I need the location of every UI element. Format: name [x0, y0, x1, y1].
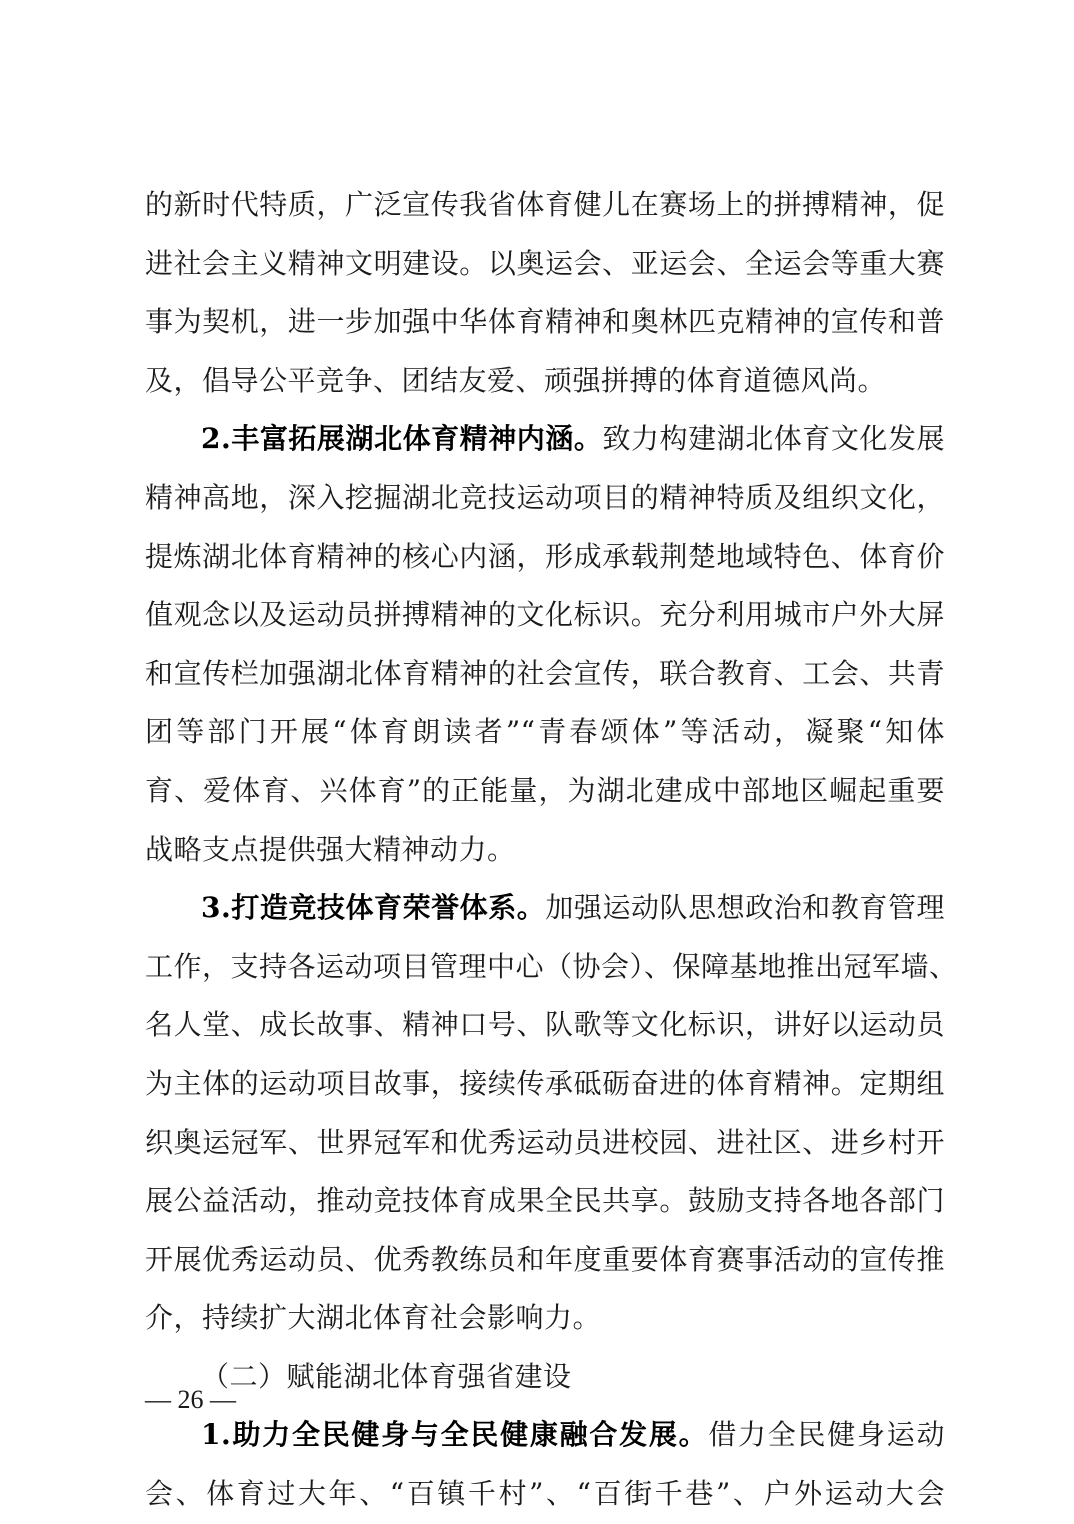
- text-line: 工作，支持各运动项目管理中心（协会）、保障基地推出冠军墙、: [145, 949, 958, 983]
- paragraph-first-line: [145, 879, 945, 938]
- document-body: [145, 176, 958, 1524]
- text-line: 织奥运冠军、世界冠军和优秀运动员进校园、进社区、进乡村开: [145, 1125, 945, 1159]
- text-line: 进社会主义精神文明建设。以奥运会、亚运会、全运会等重大赛: [145, 246, 945, 280]
- text-line: 精神高地，深入挖掘湖北竞技运动项目的精神特质及组织文化，: [145, 480, 945, 514]
- section-heading: （二）赋能湖北体育强省建设: [201, 1359, 572, 1393]
- text-run: 借力全民健身运动: [708, 1418, 945, 1452]
- paragraph-heading: 2.丰富拓展湖北体育精神内涵。: [201, 422, 603, 456]
- text-line: 值观念以及运动员拼搏精神的文化标识。充分利用城市户外大屏: [145, 598, 945, 632]
- text-line: 开展优秀运动员、优秀教练员和年度重要体育赛事活动的宣传推: [145, 1242, 945, 1276]
- text-line: 为主体的运动项目故事，接续传承砥砺奋进的体育精神。定期组: [145, 1066, 945, 1100]
- paragraph-first-line: [145, 410, 945, 469]
- text-line: 育、爱体育、兴体育”的正能量，为湖北建成中部地区崛起重要: [145, 773, 945, 807]
- text-line: 展公益活动，推动竞技体育成果全民共享。鼓励支持各地各部门: [145, 1184, 945, 1218]
- paragraph-first-line: [145, 1406, 945, 1465]
- text-run: 致力构建湖北体育文化发展: [602, 422, 945, 456]
- text-line: 事为契机，进一步加强中华体育精神和奥林匹克精神的宣传和普: [145, 305, 945, 339]
- text-line: 名人堂、成长故事、精神口号、队歌等文化标识，讲好以运动员: [145, 1008, 945, 1042]
- text-line: 和宣传栏加强湖北体育精神的社会宣传，联合教育、工会、共青: [145, 656, 945, 690]
- text-line: 提炼湖北体育精神的核心内涵，形成承载荆楚地域特色、体育价: [145, 539, 945, 573]
- text-line: 及，倡导公平竞争、团结友爱、顽强拼搏的体育道德风尚。: [145, 363, 887, 397]
- text-line: 介，持续扩大湖北体育社会影响力。: [145, 1301, 602, 1335]
- page-number: — 26 —: [145, 1385, 236, 1414]
- text-line: 团等部门开展“体育朗读者”“青春颂体”等活动，凝聚“知体: [145, 715, 945, 749]
- text-line: 会、体育过大年、“百镇千村”、“百街千巷”、户外运动大会: [145, 1477, 945, 1511]
- text-line: 的新时代特质，广泛宣传我省体育健儿在赛场上的拼搏精神，促: [145, 188, 945, 221]
- text-run: 加强运动队思想政治和教育管理: [545, 891, 945, 925]
- paragraph-heading: 1.助力全民健身与全民健康融合发展。: [201, 1418, 709, 1452]
- paragraph-heading: 3.打造竞技体育荣誉体系。: [201, 891, 546, 925]
- text-line: 战略支点提供强大精神动力。: [145, 832, 516, 866]
